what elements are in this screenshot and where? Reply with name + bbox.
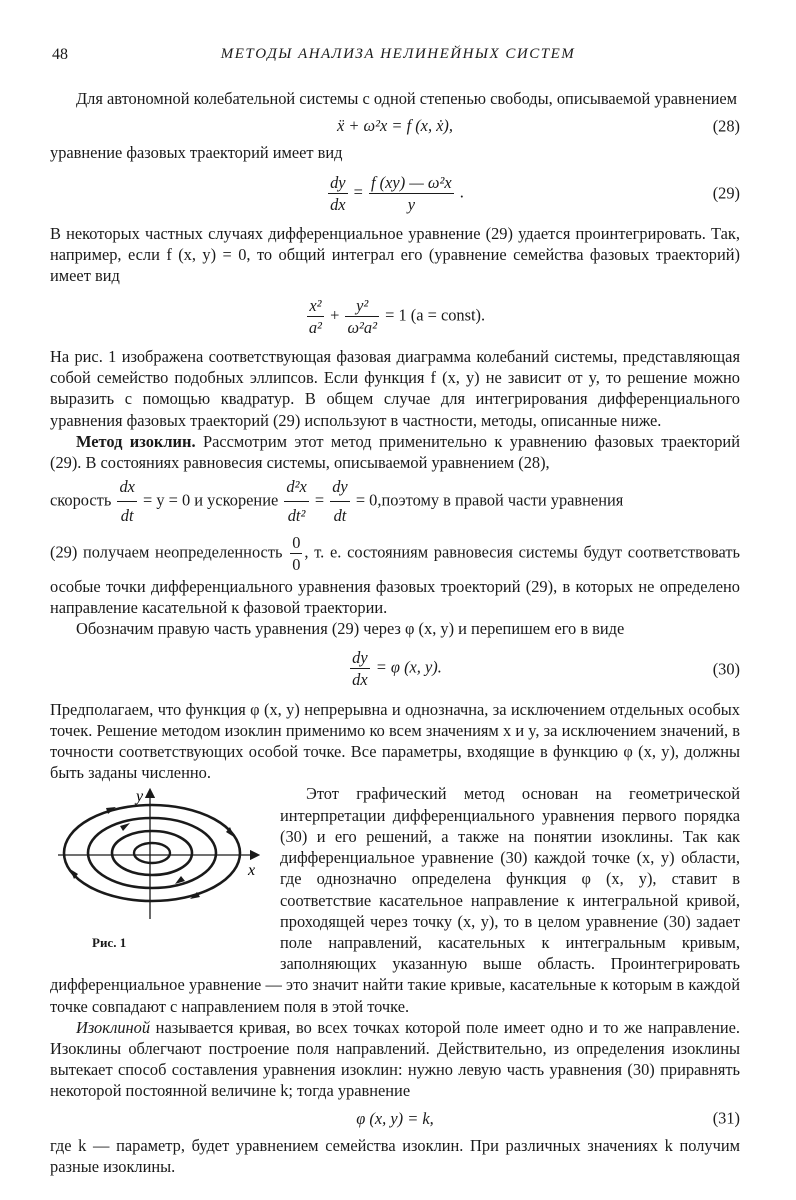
equation-29-lhs-den: dx: [330, 194, 346, 214]
equation-30-lhs: [350, 647, 369, 690]
equals-sign: =: [314, 490, 325, 510]
equation-30-num: dy: [352, 648, 368, 668]
isocline-definition-text: называется кривая, во всех точках которой поле имеет одно и то же направление. Изоклины облегчают построение поля направлений. Действительно, из определения изоклины вытекает способ составления уравнения изоклин: нужно левую часть уравнения (30) приравнять некоторой постоянной величине k; тогда уравнение: [50, 1017, 740, 1101]
trajectory-ellipse-1: [64, 805, 240, 901]
fraction-dx-dt-num: dx: [119, 477, 135, 497]
equation-28-number: (28): [712, 116, 740, 136]
fraction-dx-dt-den: dt: [117, 501, 136, 530]
fraction-dy-dt-den: dt: [330, 501, 349, 530]
equilibrium-accel-text: = 0,поэтому в правой части уравнения: [355, 490, 624, 510]
figure-phase-portrait: [50, 787, 262, 957]
paragraph-isocline-definition: [50, 1017, 740, 1102]
paragraph-graphical-method: Этот графический метод основан на геометрической интерпретации дифференциального уравнения первого порядка (30) и его решений, а также на понятии изоклины. Так как дифференциальное уравнение (30) каждой точке (x, y) области, где однозначно определена функция φ (x, y), ставит в соответствие касательное направление к интегральной кривой, проходящей через точку (x, y), то в целом уравнение (30) задает поле направлений, касательных к интегральным кривым, заполняющих указанную выше область. Проинтегрировать дифференциальное уравнение — это значит найти такие кривые, касательные к которым в каждой точке совпадают с направлением поля в этой точке.: [50, 784, 740, 1016]
paragraph-special-cases: В некоторых частных случаях дифференциальное уравнение (29) удается проинтегрировать. Так, например, если f (x, y) = 0, то общий интеграл его (уравнение семейства фазовых траекторий) имеет вид: [50, 224, 740, 286]
page-body: [50, 88, 740, 1177]
indeterminacy-text-b: , т. е. состояниям равновесия системы будут соответствовать особые точки дифференциального уравнения фазовых троекторий (29), в которых не определено направление касательной к фазовой траектории.: [50, 542, 740, 617]
equation-ellipse-a-den: a²: [308, 317, 322, 337]
equation-ellipse-term-a: [307, 295, 324, 338]
equation-29-lhs-num: dy: [330, 172, 346, 192]
assumptions-text: Предполагаем, что функция φ (x, y) непрерывна и однозначна, за исключением отдельных особых точек. Решение методом изоклин применимо ко всем значениям x и y, за исключением значений, в точности соответствующих особой точке. Все параметры, входящие в функцию φ (x, y), должны быть заданы численно.: [50, 699, 740, 783]
equation-ellipse-term-b: [345, 295, 379, 338]
paragraph-figure-reference: На рис. 1 изображена соответствующая фазовая диаграмма колебаний системы, представляющая собой семейство подобных эллипсов. Если функция f (x, y) не зависит от y, то решение можно выразить с помощью квадратур. В общем случае для интегрирования дифференциального уравнения фазовых траекторий (29) используют в частности, методы, описанные ниже.: [50, 347, 740, 430]
equation-31-number: (31): [712, 1108, 740, 1128]
paragraph-assumptions: [50, 699, 740, 784]
paragraph-equilibrium-conditions: [50, 473, 740, 530]
trajectory-ellipse-3: [112, 831, 192, 875]
equation-31-body: φ (x, y) = k,: [356, 1108, 434, 1128]
paragraph-intro: Для автономной колебательной системы с одной степенью свободы, описываемой уравнением: [76, 89, 738, 108]
page-header: [0, 44, 796, 68]
trajectory-ellipse-4: [134, 843, 170, 863]
fraction-d2x-dt2: [284, 473, 308, 530]
fraction-zero-den: 0: [292, 555, 301, 575]
fraction-zero-over-zero: [290, 532, 302, 575]
term-isocline: Изоклиной: [76, 1017, 151, 1037]
equilibrium-speed-text: = y = 0 и ускорение: [143, 490, 279, 510]
section-title-isocline: Метод изоклин.: [76, 431, 196, 451]
paragraph-isocline-method: [50, 431, 740, 473]
page-number: 48: [52, 46, 68, 63]
indeterminacy-text-a: (29) получаем неопределенность: [50, 542, 283, 562]
fraction-dy-dt-num: dy: [332, 477, 348, 497]
equation-30-number: (30): [712, 659, 740, 679]
equation-29-rhs-num: f (xy) — ω²x: [371, 172, 452, 192]
equation-30-den: dx: [352, 670, 368, 690]
running-title: МЕТОДЫ АНАЛИЗА НЕЛИНЕЙНЫХ СИСТЕМ: [220, 46, 576, 62]
axis-y-label: y: [136, 788, 144, 806]
equation-29-lhs: [328, 172, 347, 215]
fraction-d2x-dt2-den: dt²: [284, 501, 308, 530]
paragraph-rewrite: Обозначим правую часть уравнения (29) через φ (x, y) и перепишем его в виде: [76, 619, 625, 639]
equation-30-rhs: = φ (x, y).: [375, 657, 442, 677]
equation-31: [50, 1108, 740, 1129]
figure-caption: Рис. 1: [92, 935, 127, 951]
axis-x-label: x: [248, 862, 256, 880]
equation-29-number: (29): [712, 183, 740, 203]
equation-ellipse-b-den: ω²a²: [347, 317, 378, 337]
isocline-method-text-a: Рассмотрим этот метод применительно к уравнению фазовых траекторий (29). В состояниях равновесия системы, описываемой уравнением (28),: [50, 431, 740, 473]
paragraph-parameter-k: где k — параметр, будет уравнением семейства изоклин. При различных значениях k получим разные изоклины.: [50, 1135, 740, 1176]
paragraph-phase-trajectories: уравнение фазовых траекторий имеет вид: [50, 143, 343, 163]
direction-arrow-3: [120, 823, 130, 831]
equation-ellipse-rest: = 1 (a = const).: [385, 305, 486, 325]
equation-30: [50, 647, 740, 690]
phase-portrait-svg: [50, 787, 262, 927]
fraction-zero-num: 0: [292, 533, 301, 553]
equation-28: [50, 115, 740, 136]
fraction-dx-dt: [117, 473, 136, 530]
equation-29-rhs-den: y: [369, 193, 454, 215]
equation-29: $\frac{dy}{dx}$ = $\frac{\text{f (xy) — ω²x}}{y}$ . (29): [330, 172, 740, 214]
equation-29-rhs: [369, 172, 454, 215]
fraction-dy-dt: [330, 473, 349, 530]
fraction-d2x-dt2-num: d²x: [286, 477, 307, 497]
equation-ellipse: $\frac{\text{x²}}{\text{a²}}$ + $\frac{\text{y²}}{\text{ω²a²}}$ = 1 (a = const).: [308, 295, 486, 337]
equation-28-body: ẍ + ω²x = f (x, ẋ),: [337, 116, 453, 136]
speed-label: скорость: [50, 490, 112, 510]
equation-ellipse-a-num: x²: [309, 295, 322, 315]
trajectory-ellipse-2: [88, 818, 216, 888]
paragraph-indeterminacy: [50, 532, 740, 618]
equation-ellipse-b-num: y²: [356, 295, 369, 315]
